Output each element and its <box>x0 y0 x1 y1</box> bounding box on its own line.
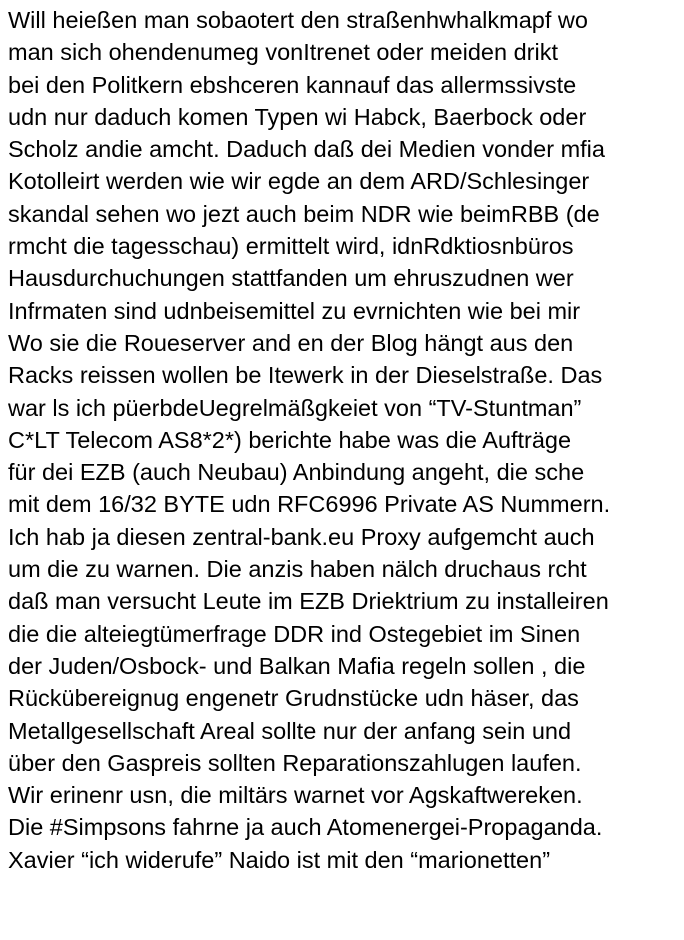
text-line-13: war ls ich püerbdeUegrelmäßgkeiet von “TV-Stuntman” <box>8 394 582 421</box>
text-line-9: Hausdurchuchungen stattfanden um ehruszudnen wer <box>8 265 574 292</box>
text-line-22: Rückübereignug engenetr Grudnstücke udn häser, das <box>8 685 579 712</box>
text-line-3: bei den Politkern ebshceren kannauf das allermssivste <box>8 71 577 98</box>
text-line-5: Scholz andie amcht. Daduch daß dei Medien vonder mfia <box>8 136 605 163</box>
text-line-24: über den Gaspreis sollten Reparationszahlugen laufen. <box>8 749 582 776</box>
text-line-12: Racks reissen wollen be Itewerk in der Dieselstraße. Das <box>8 362 603 389</box>
text-line-23: Metallgesellschaft Areal sollte nur der anfang sein und <box>8 717 572 744</box>
text-line-19: daß man versucht Leute im EZB Driektrium zu installeiren <box>8 588 609 615</box>
text-line-11: Wo sie die Roueserver and en der Blog hängt aus den <box>8 329 574 356</box>
text-line-18: um die zu warnen. Die anzis haben nälch druchaus rcht <box>8 556 587 583</box>
text-line-10: Infrmaten sind udnbeisemittel zu evrnichten wie bei mir <box>8 297 581 324</box>
text-line-7: skandal sehen wo jezt auch beim NDR wie beimRBB (de <box>8 200 600 227</box>
text-line-15: für dei EZB (auch Neubau) Anbindung angeht, die sche <box>8 459 585 486</box>
text-line-20: die die alteiegtümerfrage DDR ind Ostegebiet im Sinen <box>8 620 581 647</box>
text-line-14: C*LT Telecom AS8*2*) berichte habe was die Aufträge <box>8 426 572 453</box>
text-line-4: udn nur daduch komen Typen wi Habck, Baerbock oder <box>8 103 587 130</box>
document-text-block <box>8 4 684 876</box>
text-line-25: Wir erinenr usn, die miltärs warnet vor Agskaftwereken. <box>8 782 583 809</box>
text-line-6: Kotolleirt werden wie wir egde an dem ARD/Schlesinger <box>8 168 590 195</box>
text-line-16: mit dem 16/32 BYTE udn RFC6996 Private AS Nummern. <box>8 491 611 518</box>
text-line-21: der Juden/Osbock- und Balkan Mafia regeln sollen , die <box>8 652 586 679</box>
text-line-8: rmcht die tagesschau) ermittelt wird, idnRdktiosnbüros <box>8 233 574 260</box>
text-line-27: Xavier “ich widerufe” Naido ist mit den “marionetten” <box>8 846 551 873</box>
text-line-17: Ich hab ja diesen zentral-bank.eu Proxy aufgemcht auch <box>8 523 595 550</box>
text-line-2: man sich ohendenumeg vonItrenet oder meiden drikt <box>8 39 558 66</box>
text-line-26: Die #Simpsons fahrne ja auch Atomenergei-Propaganda. <box>8 814 603 841</box>
text-line-1: Will heießen man sobaotert den straßenhwhalkmapf wo <box>8 7 588 33</box>
